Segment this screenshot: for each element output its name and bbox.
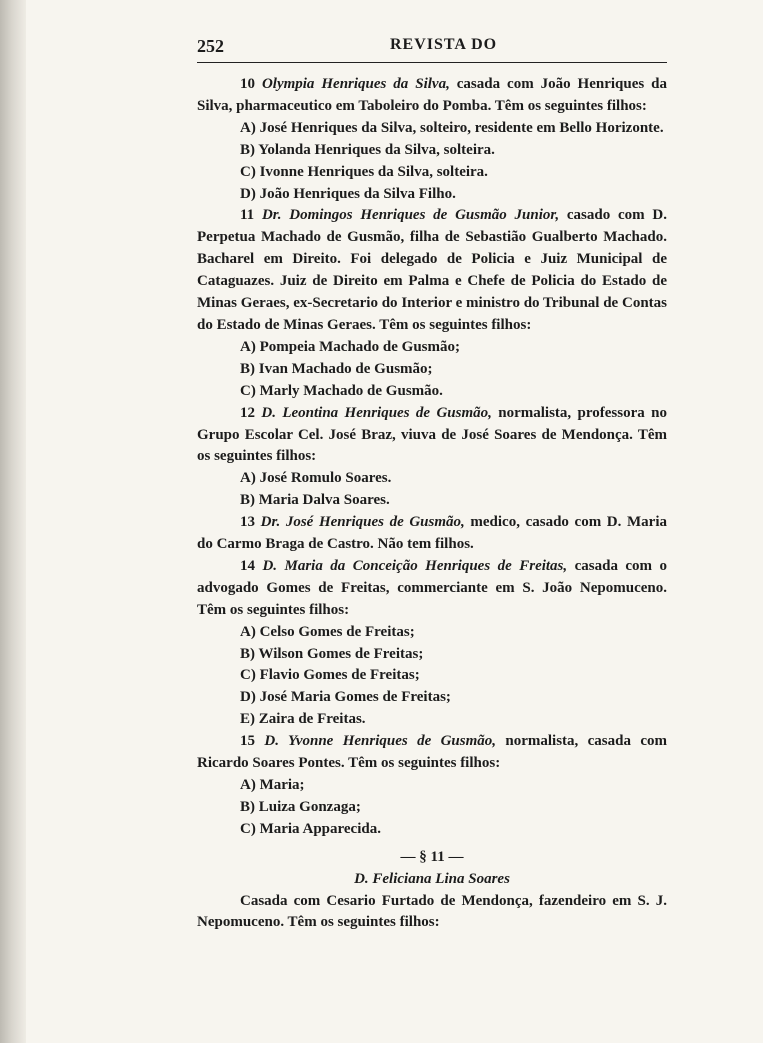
list-item — [197, 490, 667, 512]
list-item — [197, 381, 667, 403]
list-item — [197, 337, 667, 359]
text-run: B) Wilson Gomes de Freitas; — [240, 645, 424, 662]
text-run: casado com D. Perpetua Machado de Gusmão, filha de Sebastião Gualberto Machado. Bacharel em Direito. Foi delegado de Policia e Juiz Municipal de Cataguazes. Juiz de Direito em Palma e Chefe de Policia do Estado de Minas Geraes, ex-Secretario do Interior e ministro do Tribunal de Contas do Estado de Minas Geraes. Têm os seguintes filhos: — [197, 207, 667, 333]
list-item — [197, 162, 667, 184]
text-run: A) Pompeia Machado de Gusmão; — [240, 338, 460, 355]
text-run: A) Maria; — [240, 777, 305, 793]
list-item — [197, 184, 667, 206]
italic-name: D. Yvonne Henriques de Gusmão, — [264, 733, 497, 750]
text-run: C) Ivonne Henriques da Silva, solteira. — [240, 163, 488, 180]
text-run: 14 — [240, 557, 263, 574]
document-body — [197, 74, 667, 934]
page-number: 252 — [197, 36, 224, 56]
text-run: Casada com Cesario Furtado de Mendonça, fazendeiro em S. J. Nepomuceno. Têm os seguintes filhos: — [197, 892, 667, 931]
text-run: casada com João Henriques da Silva, pharmaceutico em Taboleiro do Pomba. Têm os seguintes filhos: — [197, 76, 667, 114]
text-run: medico, casado com D. Maria do Carmo Braga de Castro. Não tem filhos. — [197, 514, 667, 553]
text-run: 11 — [240, 207, 262, 224]
paragraph — [197, 512, 667, 556]
text-run: D) João Henriques da Silva Filho. — [240, 185, 456, 202]
text-run: 15 — [240, 733, 265, 750]
list-item — [197, 468, 667, 490]
paragraph — [197, 74, 667, 118]
italic-name: Dr. José Henriques de Gusmão, — [260, 514, 465, 531]
text-run: E) Zaira de Freitas. — [240, 711, 366, 728]
text-run: B) Luiza Gonzaga; — [240, 798, 361, 815]
text-run: casada com o advogado Gomes de Freitas, commerciante em S. João Nepomuceno. Têm os seguintes filhos: — [197, 557, 667, 618]
text-run: — § 11 — — [400, 848, 464, 865]
list-item — [197, 359, 667, 381]
list-item — [197, 775, 667, 797]
italic-name: Dr. Domingos Henriques de Gusmão Junior, — [261, 207, 560, 224]
text-run: C) Flavio Gomes de Freitas; — [240, 667, 420, 684]
list-item — [197, 622, 667, 644]
paragraph — [197, 731, 667, 775]
text-run: A) Celso Gomes de Freitas; — [240, 623, 415, 640]
text-run: A) José Romulo Soares. — [240, 470, 392, 487]
list-item — [197, 665, 667, 687]
list-item — [197, 797, 667, 819]
text-run: normalista, professora no Grupo Escolar Cel. José Braz, viuva de José Soares de Mendonça. Têm os seguintes filhos: — [197, 404, 667, 465]
text-run: normalista, casada com Ricardo Soares Pontes. Têm os seguintes filhos: — [197, 733, 668, 772]
page-edge-shadow — [0, 0, 26, 1043]
paragraph — [197, 205, 667, 336]
list-item — [197, 140, 667, 162]
paragraph — [197, 403, 667, 469]
section-heading — [197, 847, 667, 869]
text-run: B) Maria Dalva Soares. — [240, 492, 390, 509]
italic-name: D. Feliciana Lina Soares — [354, 870, 510, 887]
list-item — [197, 687, 667, 709]
text-run: A) José Henriques da Silva, solteiro, residente em Bello Horizonte. — [240, 119, 664, 136]
running-head: REVISTA DO — [390, 36, 498, 53]
list-item — [197, 709, 667, 731]
text-run: C) Maria Apparecida. — [240, 820, 381, 837]
text-run: C) Marly Machado de Gusmão. — [240, 382, 443, 399]
header-rule — [197, 62, 667, 63]
paragraph — [197, 891, 667, 935]
text-run: B) Ivan Machado de Gusmão; — [240, 360, 433, 377]
italic-name: Olympia Henriques da Silva, — [261, 76, 450, 92]
paragraph — [197, 556, 667, 622]
list-item — [197, 644, 667, 666]
section-heading — [197, 869, 667, 891]
text-run: B) Yolanda Henriques da Silva, solteira. — [240, 141, 495, 158]
page-header — [197, 32, 667, 62]
italic-name: D. Leontina Henriques de Gusmão, — [261, 404, 492, 421]
text-run: 10 — [240, 76, 262, 92]
list-item — [197, 118, 667, 140]
list-item — [197, 819, 667, 841]
text-run: D) José Maria Gomes de Freitas; — [240, 689, 451, 706]
text-run: 13 — [240, 514, 261, 531]
italic-name: D. Maria da Conceição Henriques de Freitas, — [262, 557, 568, 574]
text-run: 12 — [240, 404, 262, 421]
